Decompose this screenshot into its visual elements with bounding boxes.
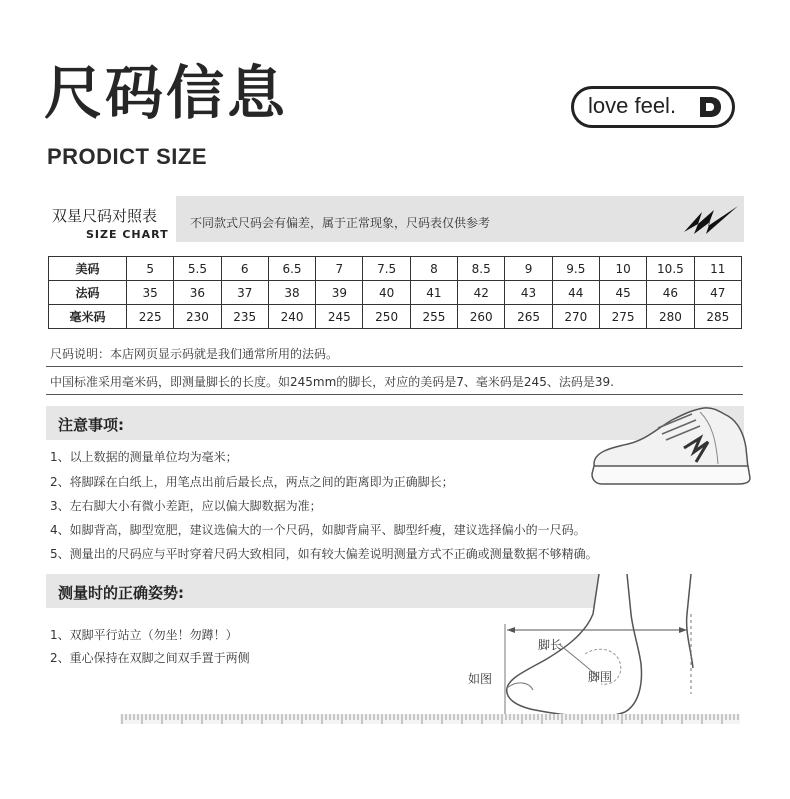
table-cell: 11 — [694, 257, 741, 281]
ruler-icon — [120, 714, 740, 724]
divider — [46, 394, 743, 395]
table-cell: 7.5 — [363, 257, 410, 281]
page-subtitle: PRODICT SIZE — [47, 144, 208, 169]
notes-item: 3、左右脚大小有微小差距，应以偏大脚数据为准； — [50, 499, 322, 513]
notes-title: 注意事项: — [58, 416, 124, 434]
table-cell: 9 — [505, 257, 552, 281]
foot-girth-label: 脚围 — [588, 670, 613, 684]
row-label: 美码 — [49, 257, 127, 281]
table-row — [49, 257, 742, 281]
row-label: 毫米码 — [49, 305, 127, 329]
notes-item: 4、如脚背高，脚型宽肥，建议选偏大的一个尺码，如脚背扁平、脚型纤瘦，建议选择偏小的一尺码。 — [50, 523, 586, 537]
table-cell: 270 — [552, 305, 599, 329]
posture-item: 2、重心保持在双脚之间双手置于两侧 — [50, 651, 250, 665]
table-cell: 44 — [552, 281, 599, 305]
foot-measurement-icon — [455, 574, 705, 722]
table-cell: 42 — [458, 281, 505, 305]
table-cell: 10 — [599, 257, 646, 281]
table-row — [49, 305, 742, 329]
table-cell: 9.5 — [552, 257, 599, 281]
table-cell: 5 — [127, 257, 174, 281]
table-cell: 265 — [505, 305, 552, 329]
table-cell: 230 — [174, 305, 221, 329]
brand-d-logo-icon — [698, 96, 722, 118]
table-cell: 7 — [316, 257, 363, 281]
size-standard-explanation: 中国标准采用毫米码，即测量脚长的长度。如245mm的脚长，对应的美码是7、毫米码是245、法码是39. — [50, 375, 614, 389]
size-chart-title: 双星尺码对照表 — [52, 207, 158, 225]
posture-item: 1、双脚平行站立（勿坐！勿蹲！） — [50, 628, 238, 642]
table-cell: 43 — [505, 281, 552, 305]
size-explanation: 尺码说明：本店网页显示码就是我们通常所用的法码。 — [50, 347, 339, 361]
table-cell: 46 — [647, 281, 694, 305]
table-cell: 6.5 — [268, 257, 315, 281]
table-cell: 285 — [694, 305, 741, 329]
table-cell: 250 — [363, 305, 410, 329]
posture-title: 测量时的正确姿势: — [58, 584, 184, 602]
table-cell: 6 — [221, 257, 268, 281]
divider — [46, 366, 743, 367]
sneaker-icon — [588, 404, 758, 492]
table-cell: 10.5 — [647, 257, 694, 281]
foot-length-label: 脚长 — [538, 638, 563, 652]
table-cell: 8.5 — [458, 257, 505, 281]
table-cell: 225 — [127, 305, 174, 329]
page-title: 尺码信息 — [44, 59, 289, 127]
row-label: 法码 — [49, 281, 127, 305]
brand-text: love feel. — [588, 93, 677, 118]
table-cell: 35 — [127, 281, 174, 305]
table-cell: 45 — [599, 281, 646, 305]
table-cell: 255 — [410, 305, 457, 329]
table-cell: 5.5 — [174, 257, 221, 281]
table-cell: 40 — [363, 281, 410, 305]
table-row — [49, 281, 742, 305]
table-cell: 41 — [410, 281, 457, 305]
table-cell: 260 — [458, 305, 505, 329]
table-cell: 36 — [174, 281, 221, 305]
table-cell: 37 — [221, 281, 268, 305]
notes-item: 1、以上数据的测量单位均为毫米； — [50, 450, 238, 464]
table-cell: 235 — [221, 305, 268, 329]
size-chart-note: 不同款式尺码会有偏差，属于正常现象，尺码表仅供参考 — [190, 216, 491, 230]
table-cell: 47 — [694, 281, 741, 305]
table-cell: 275 — [599, 305, 646, 329]
size-table — [48, 256, 742, 329]
as-shown-label: 如图 — [468, 672, 493, 686]
notes-item: 2、将脚踩在白纸上，用笔点出前后最长点，两点之间的距离即为正确脚长； — [50, 475, 454, 489]
table-cell: 38 — [268, 281, 315, 305]
table-cell: 245 — [316, 305, 363, 329]
size-chart-subtitle: SIZE CHART — [86, 228, 169, 241]
table-cell: 240 — [268, 305, 315, 329]
double-star-logo-icon — [680, 204, 740, 236]
table-cell: 8 — [410, 257, 457, 281]
table-cell: 39 — [316, 281, 363, 305]
table-cell: 280 — [647, 305, 694, 329]
notes-item: 5、测量出的尺码应与平时穿着尺码大致相同，如有较大偏差说明测量方式不正确或测量数据不够精确。 — [50, 547, 598, 561]
